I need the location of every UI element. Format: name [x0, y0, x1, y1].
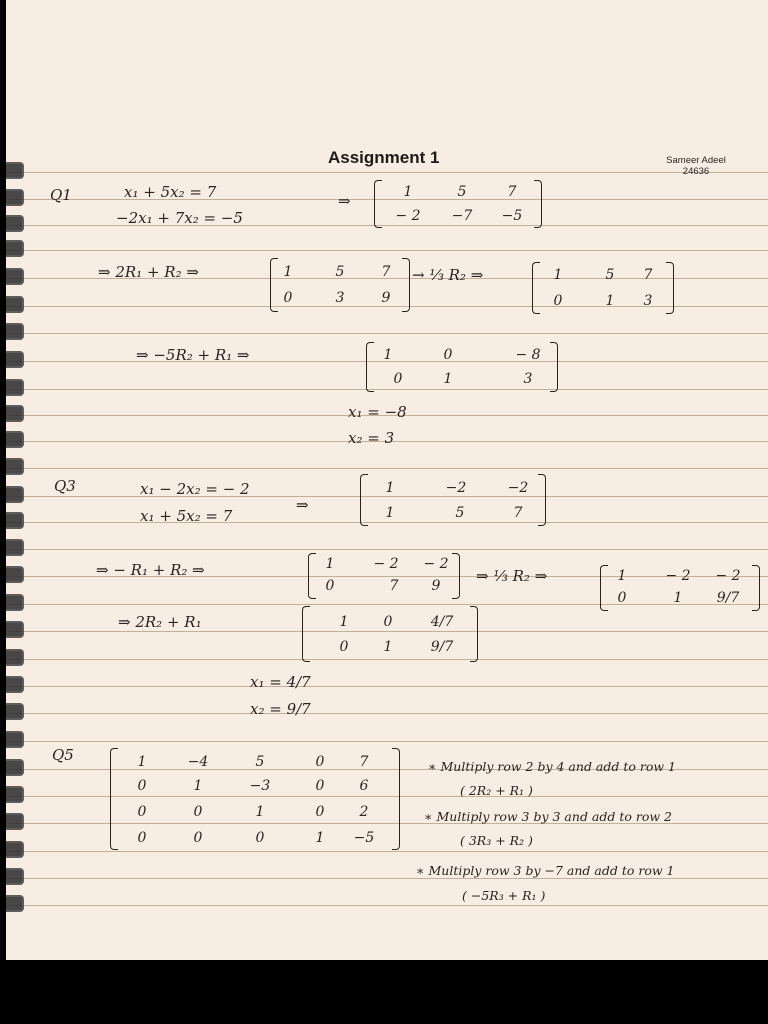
- matrix-cell: 4/7: [430, 614, 454, 630]
- q3-step-2: ⇒ ⅓ R₂ ⇒: [476, 567, 548, 585]
- binder-hole: [6, 240, 24, 257]
- bracket-left: [302, 606, 310, 662]
- matrix-cell: 1: [339, 614, 349, 630]
- q5-label: Q5: [52, 746, 74, 764]
- matrix-cell: 1: [383, 639, 393, 655]
- ruled-line: [6, 713, 768, 714]
- q3-solution-x1: x₁ = 4/7: [250, 673, 311, 691]
- bracket-right: [392, 748, 400, 850]
- q1-label: Q1: [50, 186, 72, 204]
- bracket-left: [360, 474, 368, 526]
- matrix-cell: 1: [283, 264, 293, 280]
- binder-hole: [6, 566, 24, 583]
- matrix-cell: 0: [553, 293, 563, 309]
- q1-matrix-3: [532, 262, 674, 314]
- binder-hole: [6, 621, 24, 638]
- matrix-cell: 0: [137, 830, 147, 846]
- binder-hole: [6, 649, 24, 666]
- matrix-cell: 5: [335, 264, 345, 280]
- binder-hole: [6, 868, 24, 885]
- matrix-cell: 7: [507, 184, 517, 200]
- bracket-right: [470, 606, 478, 662]
- binder-hole: [6, 813, 24, 830]
- q5-note-2: ∗ Multiply row 3 by 3 and add to row 2: [424, 809, 672, 824]
- matrix-cell: −5: [501, 208, 523, 224]
- matrix-cell: −2: [507, 480, 529, 496]
- binder-hole: [6, 351, 24, 368]
- binder-hole: [6, 189, 24, 206]
- q3-solution-x2: x₂ = 9/7: [250, 700, 311, 718]
- binder-hole: [6, 458, 24, 475]
- matrix-cell: 2: [359, 804, 369, 820]
- matrix-cell: − 8: [515, 347, 541, 363]
- matrix-cell: 0: [443, 347, 453, 363]
- bracket-left: [110, 748, 118, 850]
- matrix-cell: 0: [617, 590, 627, 606]
- binder-hole: [6, 895, 24, 912]
- bracket-left: [374, 180, 382, 228]
- q3-step-3: ⇒ 2R₂ + R₁: [118, 613, 202, 631]
- q5-matrix: [110, 748, 400, 850]
- matrix-cell: 1: [617, 568, 627, 584]
- matrix-cell: 0: [315, 754, 325, 770]
- q3-step-1: ⇒ − R₁ + R₂ ⇒: [96, 561, 205, 579]
- binder-hole: [6, 379, 24, 396]
- matrix-cell: 1: [403, 184, 413, 200]
- q1-step-2: → ⅓ R₂ ⇒: [412, 266, 484, 284]
- binder-hole: [6, 296, 24, 313]
- matrix-cell: − 2: [423, 556, 449, 572]
- q3-matrix-3: [600, 565, 760, 611]
- matrix-cell: 1: [385, 505, 395, 521]
- matrix-cell: 0: [383, 614, 393, 630]
- binder-hole: [6, 405, 24, 422]
- matrix-cell: 5: [255, 754, 265, 770]
- binder-hole: [6, 703, 24, 720]
- matrix-cell: 0: [193, 804, 203, 820]
- matrix-cell: 0: [283, 290, 293, 306]
- ruled-line: [6, 468, 768, 469]
- binder-hole: [6, 486, 24, 503]
- matrix-cell: 1: [315, 830, 325, 846]
- q1-equation-1: x₁ + 5x₂ = 7: [124, 183, 217, 201]
- q1-step-3: ⇒ −5R₂ + R₁ ⇒: [136, 346, 250, 364]
- binder-hole: [6, 731, 24, 748]
- matrix-cell: − 2: [373, 556, 399, 572]
- matrix-cell: 1: [193, 778, 203, 794]
- matrix-cell: 5: [455, 505, 465, 521]
- matrix-cell: −4: [187, 754, 209, 770]
- matrix-cell: −2: [445, 480, 467, 496]
- matrix-cell: −7: [451, 208, 473, 224]
- ruled-line: [6, 905, 768, 906]
- matrix-cell: 0: [137, 804, 147, 820]
- matrix-cell: 1: [255, 804, 265, 820]
- matrix-cell: − 2: [665, 568, 691, 584]
- assignment-title: Assignment 1: [328, 148, 440, 167]
- q3-arrow: ⇒: [296, 496, 309, 514]
- q5-note-3: ∗ Multiply row 3 by −7 and add to row 1: [416, 863, 675, 878]
- notebook-page: [6, 0, 768, 960]
- binder-hole: [6, 786, 24, 803]
- matrix-cell: 1: [443, 371, 453, 387]
- ruled-line: [6, 250, 768, 251]
- q3-matrix-4: [302, 606, 478, 662]
- binder-hole: [6, 162, 24, 179]
- q1-matrix-2: [270, 258, 410, 312]
- binder-hole: [6, 759, 24, 776]
- student-id: 24636: [682, 166, 710, 177]
- matrix-cell: 9: [431, 578, 441, 594]
- ruled-line: [6, 741, 768, 742]
- matrix-cell: 1: [385, 480, 395, 496]
- matrix-cell: 5: [457, 184, 467, 200]
- binder-hole: [6, 323, 24, 340]
- matrix-cell: 0: [339, 639, 349, 655]
- matrix-cell: 7: [643, 267, 653, 283]
- matrix-cell: − 2: [395, 208, 421, 224]
- matrix-cell: 0: [315, 778, 325, 794]
- matrix-cell: 1: [383, 347, 393, 363]
- q1-solution-x2: x₂ = 3: [348, 429, 395, 447]
- matrix-cell: 0: [255, 830, 265, 846]
- matrix-cell: 7: [381, 264, 391, 280]
- matrix-cell: 9: [381, 290, 391, 306]
- matrix-cell: − 2: [715, 568, 741, 584]
- matrix-cell: 1: [137, 754, 147, 770]
- q3-matrix-1: [360, 474, 546, 526]
- ruled-line: [6, 851, 768, 852]
- matrix-cell: 0: [193, 830, 203, 846]
- matrix-cell: −3: [249, 778, 271, 794]
- matrix-cell: 0: [315, 804, 325, 820]
- q3-matrix-2: [308, 553, 460, 599]
- ruled-line: [6, 549, 768, 550]
- q5-note-2-operation: ( 3R₃ + R₂ ): [460, 833, 533, 848]
- q5-note-1: ∗ Multiply row 2 by 4 and add to row 1: [428, 759, 676, 774]
- matrix-cell: 5: [605, 267, 615, 283]
- q3-equation-2: x₁ + 5x₂ = 7: [140, 507, 233, 525]
- ruled-line: [6, 333, 768, 334]
- q3-label: Q3: [54, 477, 76, 495]
- binder-hole: [6, 512, 24, 529]
- matrix-cell: 0: [325, 578, 335, 594]
- matrix-cell: 1: [605, 293, 615, 309]
- matrix-cell: 0: [137, 778, 147, 794]
- matrix-cell: 9/7: [716, 590, 740, 606]
- matrix-cell: 7: [359, 754, 369, 770]
- q5-note-3-operation: ( −5R₃ + R₁ ): [462, 888, 546, 903]
- author-name: Sameer Adeel: [666, 155, 726, 166]
- binder-hole: [6, 841, 24, 858]
- q5-note-1-operation: ( 2R₂ + R₁ ): [460, 783, 533, 798]
- q1-matrix-4: [366, 342, 558, 392]
- matrix-cell: 1: [325, 556, 335, 572]
- ruled-line: [6, 686, 768, 687]
- matrix-cell: 1: [553, 267, 563, 283]
- bracket-right: [550, 342, 558, 392]
- binder-hole: [6, 676, 24, 693]
- matrix-cell: 7: [513, 505, 523, 521]
- binder-hole: [6, 215, 24, 232]
- bracket-right: [752, 565, 760, 611]
- bracket-right: [534, 180, 542, 228]
- q1-solution-x1: x₁ = −8: [348, 403, 407, 421]
- matrix-cell: 3: [523, 371, 533, 387]
- binder-hole: [6, 539, 24, 556]
- matrix-cell: 6: [359, 778, 369, 794]
- matrix-cell: 0: [393, 371, 403, 387]
- q1-arrow: ⇒: [338, 192, 351, 210]
- matrix-cell: 7: [389, 578, 399, 594]
- binder-hole: [6, 431, 24, 448]
- matrix-cell: 3: [643, 293, 653, 309]
- matrix-cell: 9/7: [430, 639, 454, 655]
- q1-equation-2: −2x₁ + 7x₂ = −5: [116, 209, 243, 227]
- q1-matrix-1: [374, 180, 542, 228]
- binder-hole: [6, 268, 24, 285]
- q1-step-1: ⇒ 2R₁ + R₂ ⇒: [98, 263, 199, 281]
- matrix-cell: 3: [335, 290, 345, 306]
- matrix-cell: 1: [673, 590, 683, 606]
- matrix-cell: −5: [353, 830, 375, 846]
- binder-hole: [6, 594, 24, 611]
- q3-equation-1: x₁ − 2x₂ = − 2: [140, 480, 250, 498]
